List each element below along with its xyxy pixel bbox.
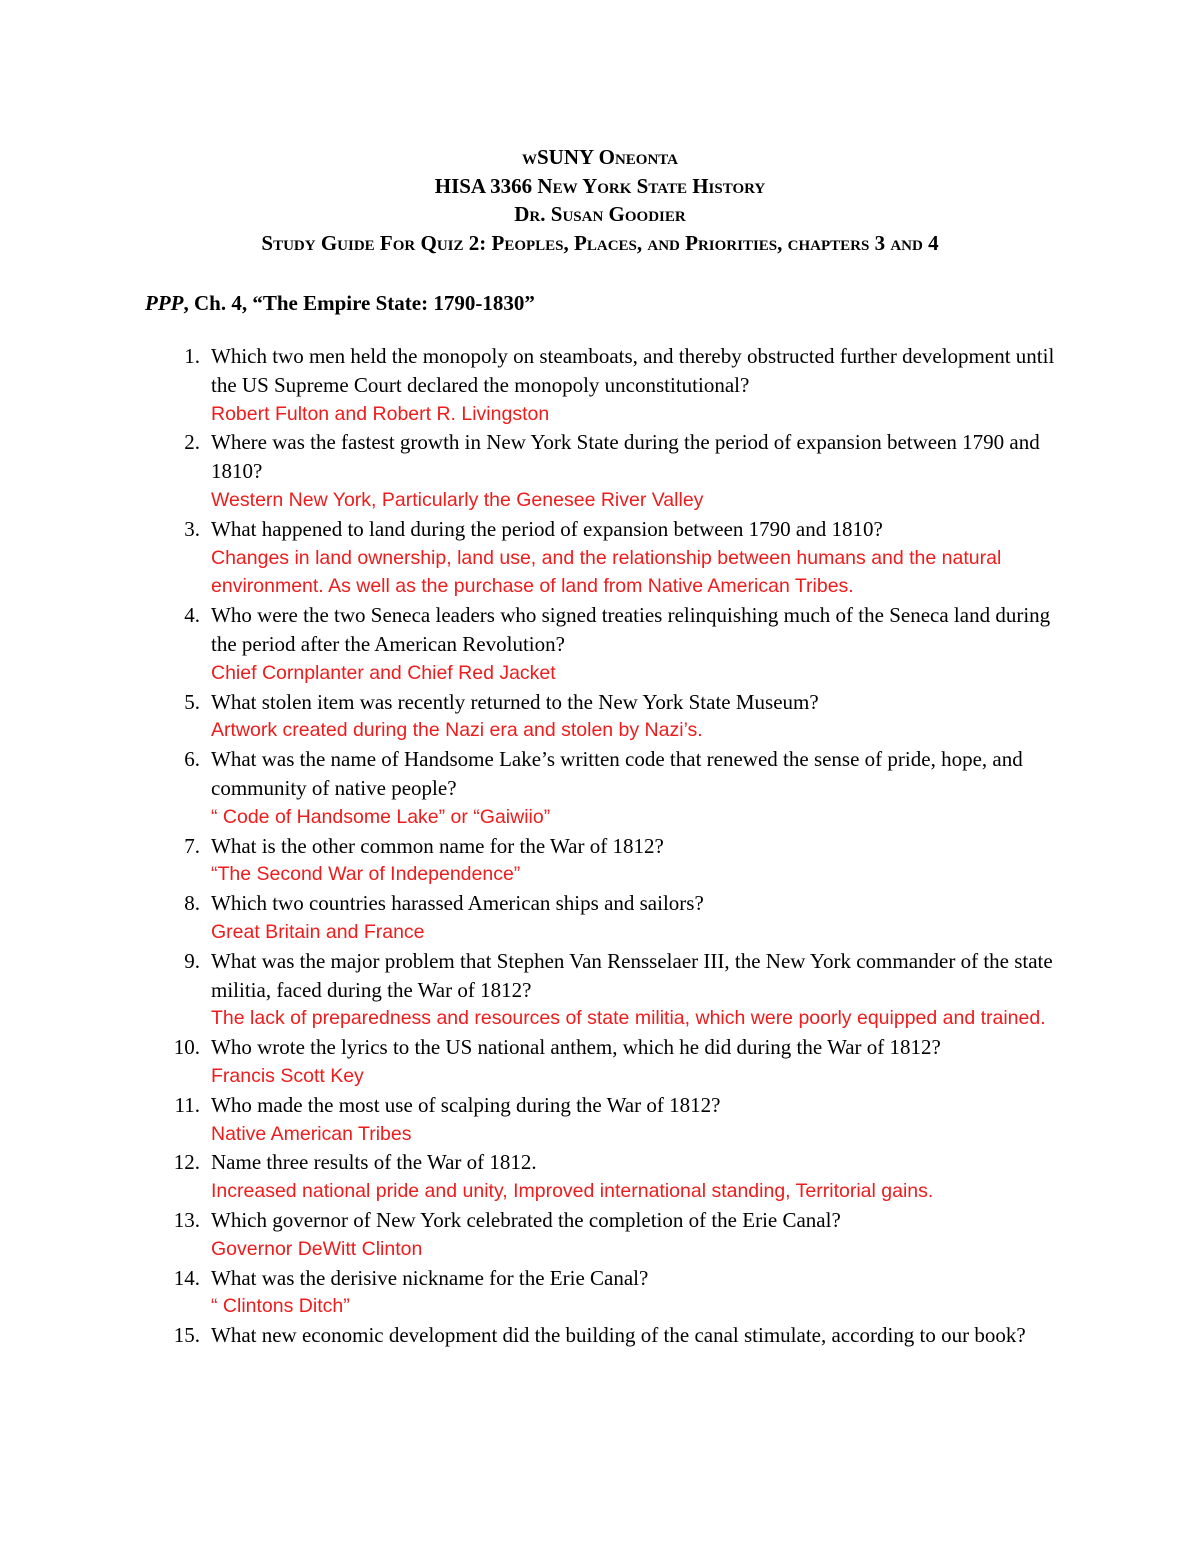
question-text: Which governor of New York celebrated the completion of the Erie Canal? — [211, 1207, 841, 1232]
answer-text: Governor DeWitt Clinton — [211, 1237, 423, 1260]
answer-text: Western New York, Particularly the Genesee River Valley — [211, 488, 704, 511]
question-text: What new economic development did the building of the canal stimulate, according to our book? — [211, 1323, 1026, 1348]
question-item-13 — [145, 1206, 1065, 1264]
answer-text: Increased national pride and unity, Improved international standing, Territorial gains. — [211, 1180, 934, 1203]
answer-text: Changes in land ownership, land use, and the relationship between humans and the natural environment. As well as the purchase of land from Native American Tribes. — [211, 546, 1002, 598]
question-number: 7. — [184, 833, 200, 858]
question-text: What was the major problem that Stephen Van Rensselaer III, the New York commander of the state militia, faced during the War of 1812? — [211, 948, 1053, 1002]
question-text: Which two men held the monopoly on steamboats, and thereby obstructed further development until the US Supreme Court declared the monopoly unconstitutional? — [211, 344, 1055, 397]
answer-text: “ Clintons Ditch” — [211, 1295, 350, 1318]
question-text: Name three results of the War of 1812. — [211, 1150, 537, 1175]
question-text: What was the name of Handsome Lake’s written code that renewed the sense of pride, hope, and community of native people? — [211, 747, 1023, 800]
question-number: 3. — [184, 516, 200, 541]
question-item-3 — [145, 515, 1065, 601]
question-number: 8. — [184, 891, 200, 916]
question-text: What is the other common name for the War of 1812? — [211, 833, 664, 858]
answer-text: Native American Tribes — [211, 1122, 412, 1145]
question-number: 11. — [174, 1092, 200, 1117]
book-abbreviation: PPP — [145, 291, 184, 315]
question-text: Who wrote the lyrics to the US national anthem, which he did during the War of 1812? — [211, 1035, 941, 1060]
question-list — [145, 342, 1065, 1350]
question-item-15 — [145, 1321, 1065, 1350]
question-number: 10. — [173, 1035, 200, 1060]
question-number: 15. — [173, 1323, 200, 1348]
answer-text: Francis Scott Key — [211, 1064, 364, 1087]
question-text: Who were the two Seneca leaders who signed treaties relinquishing much of the Seneca land during the period after the American Revolution? — [211, 603, 1051, 656]
question-text: Who made the most use of scalping during the War of 1812? — [211, 1092, 721, 1117]
question-item-8 — [145, 889, 1065, 947]
question-number: 14. — [173, 1265, 200, 1290]
question-item-9 — [145, 947, 1065, 1033]
answer-text: Artwork created during the Nazi era and stolen by Nazi’s. — [211, 719, 703, 742]
section-heading — [145, 288, 535, 318]
question-text: Which two countries harassed American ships and sailors? — [211, 891, 704, 916]
answer-text: Chief Cornplanter and Chief Red Jacket — [211, 661, 556, 684]
question-text: What stolen item was recently returned to the New York State Museum? — [211, 689, 819, 714]
question-number: 13. — [173, 1207, 200, 1232]
chapter-title: , Ch. 4, “The Empire State: 1790-1830” — [183, 291, 535, 315]
question-number: 1. — [184, 344, 200, 368]
question-item-10 — [145, 1033, 1065, 1091]
question-item-7 — [145, 832, 1065, 890]
answer-text: Robert Fulton and Robert R. Livingston — [211, 402, 550, 425]
question-text: What happened to land during the period of expansion between 1790 and 1810? — [211, 516, 883, 541]
guide-title: Study Guide For Quiz 2: Peoples, Places, and Priorities, chapters 3 and 4 — [261, 230, 939, 255]
document-header — [0, 143, 1200, 257]
question-item-5 — [145, 688, 1065, 746]
question-number: 4. — [184, 603, 200, 628]
question-item-1 — [145, 342, 1065, 428]
question-item-4 — [145, 601, 1065, 687]
question-number: 12. — [173, 1150, 200, 1175]
instructor-line: Dr. Susan Goodier — [514, 202, 686, 226]
course-line: HISA 3366 New York State History — [434, 173, 766, 198]
question-item-14 — [145, 1264, 1065, 1322]
question-text: Where was the fastest growth in New York State during the period of expansion between 1790 and 1810? — [211, 430, 1040, 484]
question-item-11 — [145, 1091, 1065, 1149]
question-number: 5. — [184, 689, 200, 714]
question-item-2 — [145, 428, 1065, 514]
question-item-12 — [145, 1148, 1065, 1206]
answer-text: “The Second War of Independence” — [211, 863, 521, 886]
answer-text: The lack of preparedness and resources of state militia, which were poorly equipped and trained. — [211, 1007, 1046, 1030]
question-item-6 — [145, 745, 1065, 831]
question-text: What was the derisive nickname for the Erie Canal? — [211, 1265, 649, 1290]
question-number: 6. — [184, 747, 200, 772]
question-number: 9. — [184, 948, 200, 973]
institution-line: wSUNY Oneonta — [521, 145, 679, 169]
answer-text: “ Code of Handsome Lake” or “Gaiwiio” — [211, 805, 551, 828]
answer-text: Great Britain and France — [211, 920, 425, 943]
question-number: 2. — [184, 430, 200, 455]
